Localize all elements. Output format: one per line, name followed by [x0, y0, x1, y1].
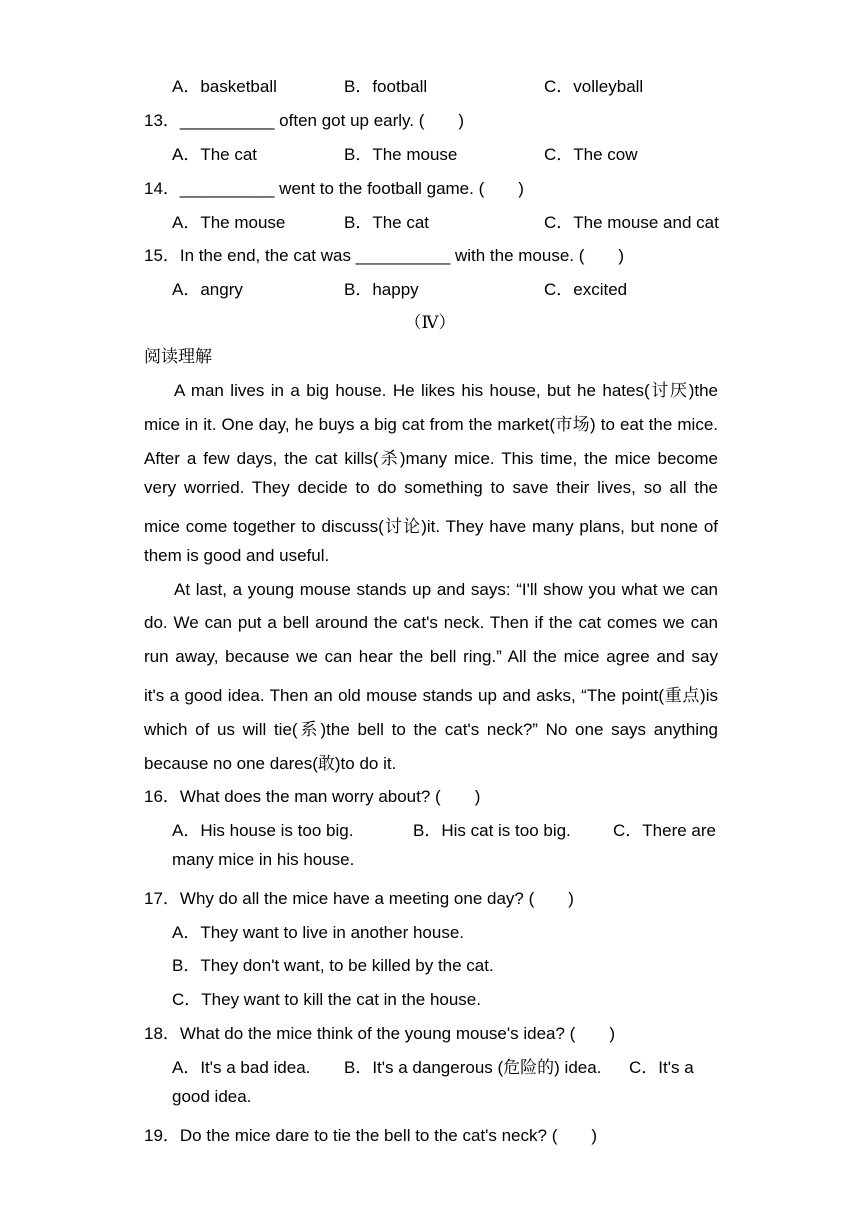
q13-option-b: B．The mouse — [344, 145, 458, 164]
q13-question: 13．__________ often got up early. ( ) — [144, 111, 465, 130]
q18-question: 18．What do the mice think of the young mouse's idea? ( ) — [144, 1024, 615, 1043]
q12-option-b: B．football — [344, 77, 428, 96]
q14-option-a: A．The mouse — [172, 213, 286, 232]
section-number: （Ⅳ） — [404, 313, 456, 333]
passage-p2-line-3: run away, because we can hear the bell ring.” All the mice agree and say — [144, 647, 718, 666]
passage-p2-line-5: which of us will tie(系)the bell to the cat's neck?” No one says anything — [144, 720, 718, 739]
q16-option-b: B．His cat is too big. — [413, 821, 571, 840]
q15-option-a: A．angry — [172, 280, 243, 299]
q17-question: 17．Why do all the mice have a meeting one day? ( ) — [144, 889, 574, 908]
q13-option-c: C．The cow — [544, 145, 638, 164]
q18-option-c: C．It's a — [629, 1058, 694, 1077]
q12-option-a: A．basketball — [172, 77, 277, 96]
passage-p2-line-2: do. We can put a bell around the cat's neck. Then if the cat comes we can — [144, 613, 718, 632]
q13-option-a: A．The cat — [172, 145, 258, 164]
passage-p1-line-3: After a few days, the cat kills(杀)many mice. This time, the mice become — [144, 449, 718, 468]
passage-p1-line-6: them is good and useful. — [144, 546, 330, 565]
q18-option-a: A．It's a bad idea. — [172, 1058, 311, 1077]
q16-option-c: C．There are — [613, 821, 716, 840]
q16-option-c-cont: many mice in his house. — [172, 850, 355, 869]
q15-option-c: C．excited — [544, 280, 628, 299]
q17-option-a: A．They want to live in another house. — [172, 923, 464, 942]
q18-option-b: B．It's a dangerous (危险的) idea. — [344, 1058, 602, 1077]
q19-question: 19．Do the mice dare to tie the bell to the cat's neck? ( ) — [144, 1126, 598, 1145]
q15-question: 15．In the end, the cat was __________ with the mouse. ( ) — [144, 246, 625, 265]
q14-question: 14．__________ went to the football game. ( ) — [144, 179, 524, 198]
q15-option-b: B．happy — [344, 280, 419, 299]
q14-option-b: B．The cat — [344, 213, 430, 232]
passage-p1-line-1: A man lives in a big house. He likes his house, but he hates(讨厌)the — [174, 381, 718, 400]
passage-p2-line-6: because no one dares(敢)to do it. — [144, 754, 397, 773]
passage-p1-line-2: mice in it. One day, he buys a big cat from the market(市场) to eat the mice. — [144, 415, 718, 434]
q12-option-c: C．volleyball — [544, 77, 644, 96]
passage-p1-line-4: very worried. They decide to do something to save their lives, so all the — [144, 478, 718, 497]
q18-option-c-cont: good idea. — [172, 1087, 252, 1106]
passage-p2-line-4: it's a good idea. Then an old mouse stands up and asks, “The point(重点)is — [144, 686, 718, 705]
section-title: 阅读理解 — [144, 347, 212, 366]
passage-p2-line-1: At last, a young mouse stands up and says: “I'll show you what we can — [174, 580, 718, 599]
q17-option-c: C．They want to kill the cat in the house. — [172, 990, 481, 1009]
passage-p1-line-5: mice come together to discuss(讨论)it. They have many plans, but none of — [144, 517, 718, 536]
q16-option-a: A．His house is too big. — [172, 821, 354, 840]
q14-option-c: C．The mouse and cat — [544, 213, 719, 232]
q17-option-b: B．They don't want, to be killed by the cat. — [172, 956, 494, 975]
q16-question: 16．What does the man worry about? ( ) — [144, 787, 481, 806]
